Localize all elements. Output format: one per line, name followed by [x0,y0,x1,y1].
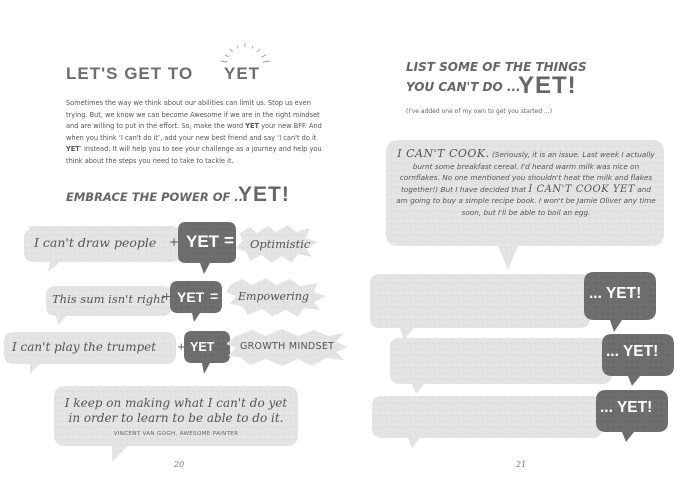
example-lead-2: I CAN'T COOK YET [528,183,635,195]
embrace-yet: YET! [238,183,290,206]
intro-paragraph: Sometimes the way we think about our abilities can limit us. Stop us even trying. But, we know we can become Awesome if we are in the right mindset and are willing to put in the effort. So, make the word YET your new BFF. And when you think ‘I can't do it’, add your new best friend and say ‘I can't do it YET’ instead. It will help you to see your challenge as a journey and help you think about the steps you need to take to tackle it. [66,99,322,165]
page-title-yet: YET [224,64,261,83]
answer-yet-1: ... YET! [589,285,642,302]
example-lead: I CAN'T COOK. [397,147,490,160]
quote-line-1: I keep on making what I can't do yet [64,396,288,410]
answer-yet-2: ... YET! [606,343,659,360]
equals-sign-3: = [220,339,228,353]
answer-bubble-2 [390,338,612,394]
page-title: LET'S GET TO [66,64,194,83]
embrace-heading: EMBRACE THE POWER OF ... [66,190,248,204]
equation-phrase-3: I can't play the trumpet [12,340,157,354]
page-number-left: 20 [174,460,185,469]
equation-phrase-1: I can't draw people [34,235,157,250]
right-heading-line-2: YOU CAN'T DO ... [406,80,521,94]
page-number-right: 21 [516,460,527,469]
yet-word-3: YET [190,340,215,354]
quote-text [60,396,292,426]
answer-bubble-3 [372,396,602,448]
plus-sign-2: + [162,290,172,303]
example-text: I CAN'T COOK. (Seriously, it is an issue. Last week I actually burnt some breakfast cereal. I'd heard warm milk was nice on cornflakes. No one mentioned you shouldn't heat the milk and flakes together!) But I have decided that I CAN'T COOK YET and am going to buy a simple recipe book. I won't be Jamie Oliver any time soon, but I'll be able to boil an egg. [396,147,656,217]
equation-phrase-2: This sum isn't right [52,292,166,306]
equals-sign-2: = [210,288,219,304]
answer-bubble-1 [370,274,590,340]
plus-sign-1: + [169,235,180,249]
quote-line-2: in order to learn to be able to do it. [68,411,284,425]
plus-sign-3: + [177,342,186,353]
right-subtext: (I've added one of my own to get you started ...) [406,108,553,115]
answer-yet-3: ... YET! [600,399,653,416]
yet-word-2: YET [177,289,205,305]
equation-result-2: Empowering [238,290,309,303]
yet-word-1: YET [186,232,220,251]
quote-attribution: VINCENT VAN GOGH, AWESOME PAINTER [113,431,239,437]
right-heading-line-1: LIST SOME OF THE THINGS [406,60,587,74]
right-heading-yet: YET! [518,72,577,99]
equation-result-1: Optimistic [250,237,311,251]
equals-sign-1: = [224,231,234,250]
equation-result-3: GROWTH MINDSET [240,341,335,352]
